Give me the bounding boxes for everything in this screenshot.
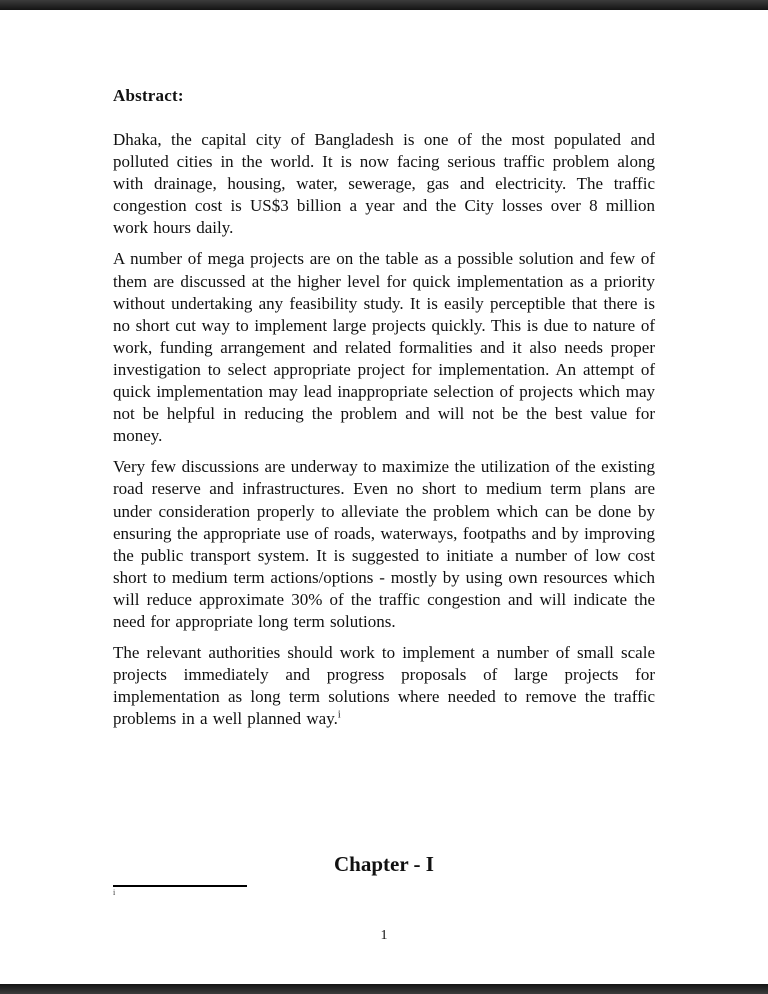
footnote-marker: i — [113, 888, 116, 897]
top-edge-bar — [0, 0, 768, 10]
footnote-separator-rule — [113, 885, 247, 887]
chapter-heading: Chapter - I — [334, 852, 434, 876]
abstract-heading: Abstract: — [113, 86, 184, 105]
document-page — [113, 86, 655, 739]
abstract-paragraph-2: A number of mega projects are on the table as a possible solution and few of them are discussed at the higher level for quick implementation as a priority without undertaking any feasibility study. It is easily perceptible that there is no short cut way to implement large projects quickly. This is due to nature of work, funding arrangement and related formalities and it also needs proper investigation to select appropriate project for implementation. An attempt of quick implementation may lead inappropriate selection of projects which may not be helpful in reducing the problem and will not be the best value for money. — [113, 249, 655, 446]
abstract-paragraph-1: Dhaka, the capital city of Bangladesh is one of the most populated and polluted cities in the world. It is now facing serious traffic problem along with drainage, housing, water, sewerage, gas and electricity. The traffic congestion cost is US$3 billion a year and the City losses over 8 million work hours daily. — [113, 130, 655, 238]
abstract-paragraph-4 — [113, 642, 655, 730]
page-number: 1 — [380, 928, 388, 943]
abstract-paragraph-4-text: The relevant authorities should work to implement a number of small scale projects immediately and progress proposals of large projects for implementation as long term solutions where needed to remove the traffic problems in a well planned way. — [113, 643, 655, 729]
bottom-edge-bar — [0, 984, 768, 994]
abstract-paragraph-3: Very few discussions are underway to maximize the utilization of the existing road reserve and infrastructures. Even no short to medium term plans are under consideration properly to alleviate the problem which can be done by ensuring the appropriate use of roads, waterways, footpaths and by improving the public transport system. It is suggested to initiate a number of low cost short to medium term actions/options - mostly by using own resources which will reduce approximate 30% of the traffic congestion and will indicate the need for appropriate long term solutions. — [113, 457, 655, 631]
footnote-area — [113, 885, 413, 897]
endnote-reference-mark: i — [337, 709, 341, 721]
